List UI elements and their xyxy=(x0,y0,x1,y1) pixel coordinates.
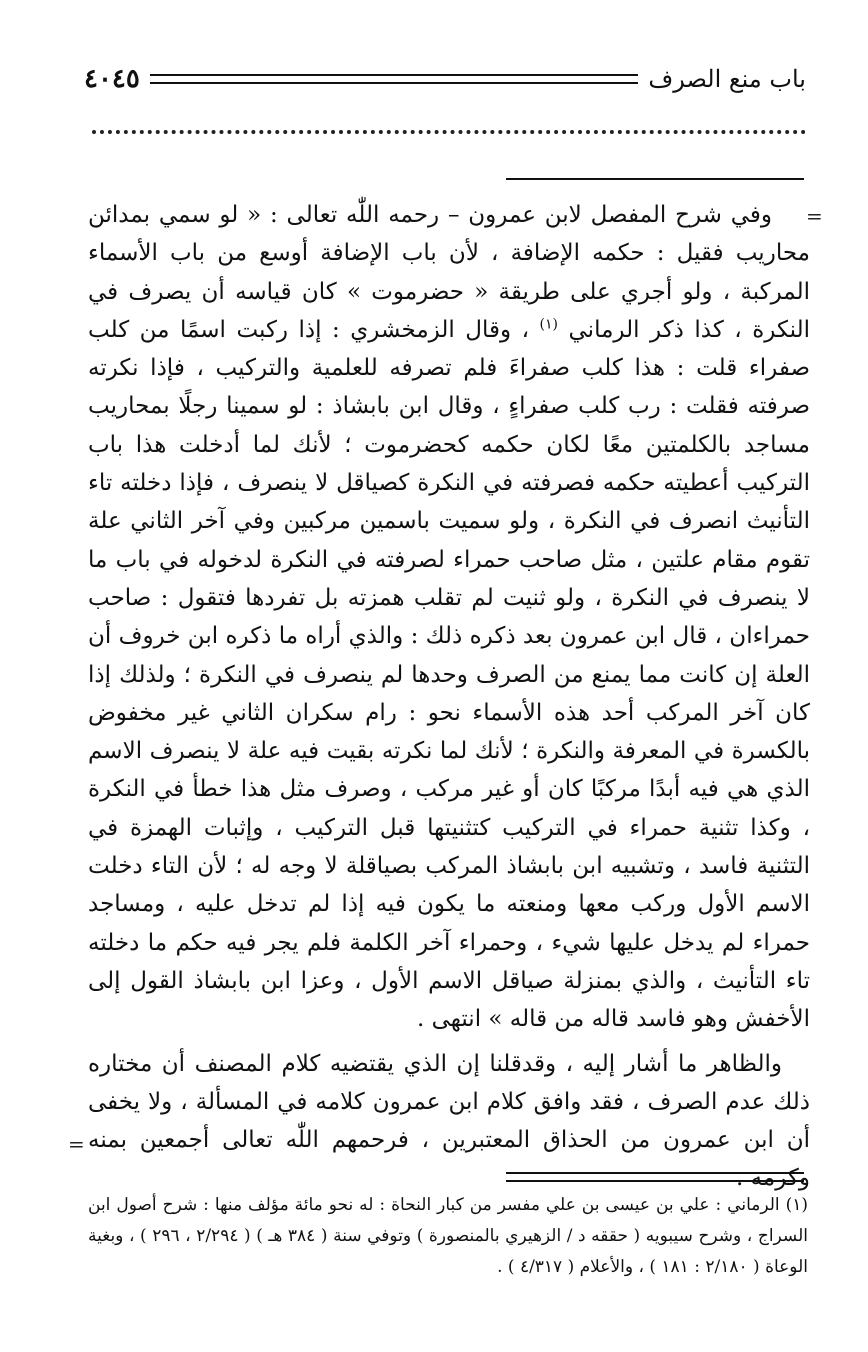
paragraph-1-rest: ، وقال الزمخشري : إذا ركبت اسمًا من كلب صفراء قلت : هذا كلب صفراءَ فلم تصرفه للعلمية والتركيب ، فإذا نكرته صرفته فقلت : رب كلب صفراءٍ ، وقال ابن بابشاذ : لو سمينا رجلًا بمحاريب مساجد بالكلمتين معًا لكان حكمه كحضرموت ؛ لأنك لما أدخلت هذا باب التركيب أعطيته حكمه فصرفته في النكرة كصياقل لا ينصرف ، فإذا دخلته تاء التأنيث انصرف في النكرة ، ولو سميت باسمين مركبين وفي آخر الثاني علة تقوم مقام علتين ، مثل صاحب حمراء لصرفته في النكرة لدخوله في باب ما لا ينصرف في النكرة ، ولو ثنيت لم تقلب همزته بل تفردها فتقول : صاحب حمراءان ، قال ابن عمرون بعد ذكره ذلك : والذي أراه ما ذكره ابن خروف أن العلة إن كانت مما يمنع من الصرف وحدها لم ينصرف في النكرة ؛ ولذلك إذا كان آخر المركب أحد هذه الأسماء نحو : رام سكران الثاني غير مخفوض بالكسرة في المعرفة والنكرة ؛ لأنك لما نكرته بقيت فيه علة لا ينصرف الاسم الذي هي فيه أبدًا مركبًا كان أو غير مركب ، وصرف مثل هذا خطأ في النكرة ، وكذا تثنية حمراء في التركيب كتثنيتها قبل التركيب ، وإثبات الهمزة في التثنية فاسد ، وتشبيه ابن بابشاذ المركب بصياقلة لا وجه له ؛ لأن التاء دخلت الاسم الأول وركب معها ومنعته ما يكون فيه إذا لم تدخل عليه ، ومساجد حمراء لم يدخل عليها شيء ، وحمراء آخر الكلمة فلم يجر فيه حكم ما دخلته تاء التأنيث ، والذي بمنزلة صياقل الاسم الأول ، وعزا ابن بابشاذ القول إلى الأخفش وهو فاسد قاله من قاله » انتهى . xyxy=(88,316,810,1033)
text-start-rule xyxy=(506,178,804,180)
continuation-mark-bottom: = xyxy=(68,1132,85,1156)
page-number: ٤٠٤٥ xyxy=(84,64,140,94)
paragraph-1 xyxy=(88,196,810,1039)
footnote-1: (١) الرماني : علي بن عيسى بن علي مفسر من كبار النحاة : له نحو مائة مؤلف منها : شرح أصول ابن السراج ، وشرح سيبويه ( حققه د / الزهيري بالمنصورة ) وتوفي سنة ( ٣٨٤ هـ ) ( ٢/٢٩٤ ، ٢٩٦ ) ، وبغية الوعاة ( ٢/١٨٠ : ١٨١ ) ، والأعلام ( ٤/٣١٧ ) . xyxy=(88,1195,808,1277)
header-double-rule xyxy=(150,74,639,84)
chapter-title: باب منع الصرف xyxy=(648,65,806,93)
footnote-reference[interactable]: (١) xyxy=(539,316,558,333)
paragraph-1-start: وفي شرح المفصل لابن عمرون – رحمه اللّٰه تعالى : « لو سمي بمدائن محاريب فقيل : حكمه الإضافة ، لأن باب الإضافة أوسع من باب الأسماء المركبة ، ولو أجري على طريقة « حضرموت » كان قياسه أن يصرف في النكرة ، كذا ذكر الرماني xyxy=(88,202,811,343)
paragraph-2: والظاهر ما أشار إليه ، وقدقلنا إن الذي يقتضيه كلام المصنف أن مختاره ذلك عدم الصرف ، فقد وافق كلام ابن عمرون كلامه في المسألة ، ولا يخفى أن ابن عمرون من الحذاق المعتبرين ، فرحمهم اللّٰه تعالى أجمعين بمنه وكرمه . xyxy=(88,1050,810,1192)
continuation-mark-top: = xyxy=(806,204,823,228)
running-header xyxy=(84,62,806,96)
footnote-separator xyxy=(506,1172,804,1182)
footnotes xyxy=(88,1190,808,1283)
main-text xyxy=(88,196,810,1198)
dotted-separator xyxy=(92,130,806,134)
